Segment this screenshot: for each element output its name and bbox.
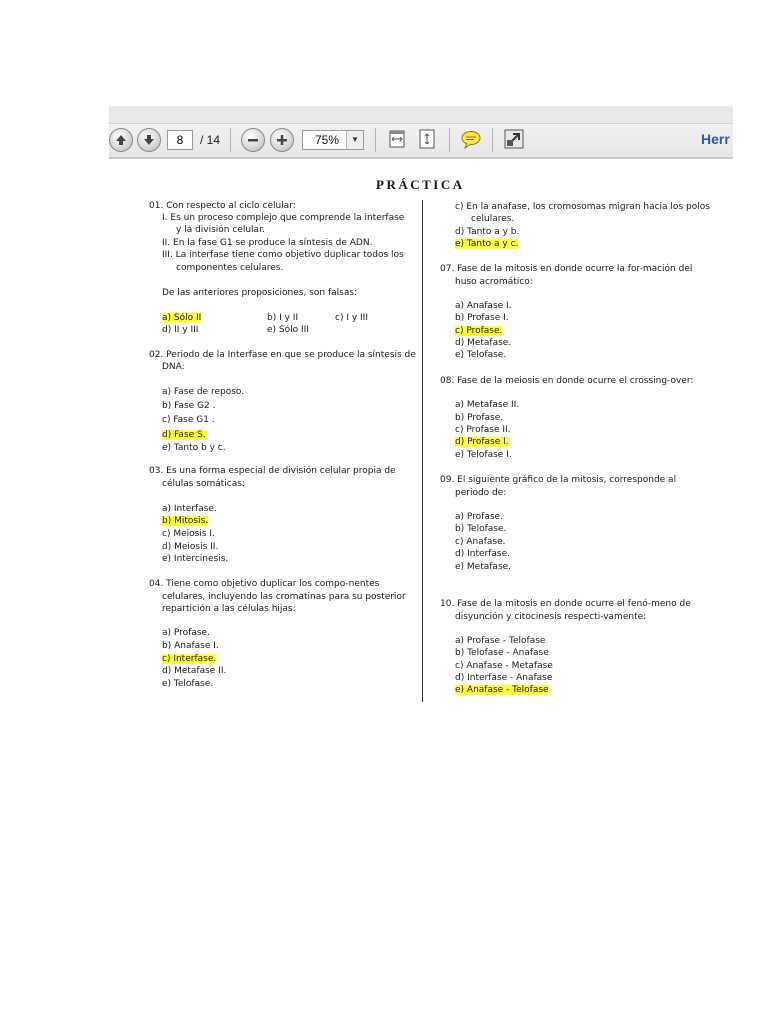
zoom-value: 75% bbox=[315, 133, 340, 147]
line-text: e) Intercinesis. bbox=[162, 554, 229, 564]
highlighted-answer: b) Mitosis. bbox=[162, 516, 209, 526]
document-line bbox=[335, 312, 368, 324]
line-text: III. La interfase tiene como objetivo duplicar todos los bbox=[162, 250, 404, 260]
line-text: c) Fase G1 . bbox=[162, 415, 215, 425]
toolbar-separator bbox=[375, 128, 376, 152]
line-text: b) I y II bbox=[267, 313, 299, 323]
document-line bbox=[455, 337, 511, 349]
document-line bbox=[162, 640, 219, 652]
document-line bbox=[455, 201, 710, 213]
document-line bbox=[455, 436, 509, 448]
document-line bbox=[440, 474, 676, 486]
document-line bbox=[162, 249, 404, 261]
document-line bbox=[162, 400, 215, 412]
document-line bbox=[162, 237, 372, 249]
line-text: d) Meiosis II. bbox=[162, 542, 219, 552]
expand-icon[interactable] bbox=[503, 128, 523, 150]
chevron-down-icon[interactable]: ▼ bbox=[346, 131, 363, 149]
highlighted-answer: d) Fase S. bbox=[162, 430, 206, 440]
line-text: d) Interfase. bbox=[455, 549, 510, 559]
line-text: células somáticas: bbox=[162, 479, 245, 489]
document-line bbox=[162, 478, 245, 490]
line-text: a) Profase - Telofase bbox=[455, 636, 546, 646]
document-line bbox=[455, 684, 549, 696]
line-text: DNA: bbox=[162, 362, 185, 372]
highlighted-answer: a) Sólo II bbox=[162, 313, 202, 323]
document-line bbox=[455, 412, 503, 424]
line-text: 07. Fase de la mitosis en donde ocurre la for-mación del bbox=[440, 264, 693, 274]
document-line bbox=[162, 442, 226, 454]
page-total: / 14 bbox=[200, 133, 221, 147]
line-text: 08. Fase de la meiosis en donde ocurre el crossing-over: bbox=[440, 376, 694, 386]
line-text: c) Profase II. bbox=[455, 425, 511, 435]
document-line bbox=[267, 312, 298, 324]
document-line bbox=[162, 361, 185, 373]
line-text: c) I y III bbox=[335, 313, 368, 323]
line-text: 09. El siguiente gráfico de la mitosis, corresponde al bbox=[440, 475, 677, 485]
line-text: b) Anafase I. bbox=[162, 641, 219, 651]
next-page-icon[interactable] bbox=[137, 128, 161, 152]
document-line bbox=[440, 375, 693, 387]
document-line bbox=[455, 449, 512, 461]
document-line bbox=[455, 672, 552, 684]
line-text: I. Es un proceso complejo que comprende la interfase bbox=[162, 213, 405, 223]
document-line bbox=[455, 511, 503, 523]
line-text: e) Telofase. bbox=[455, 350, 507, 360]
line-text: celulares, incluyendo las cromatinas para su posterior bbox=[162, 592, 406, 602]
document-line bbox=[176, 262, 283, 274]
line-text: e) Tanto b y c. bbox=[162, 443, 226, 453]
document-line bbox=[455, 276, 533, 288]
document-line bbox=[455, 312, 509, 324]
line-text: c) Anafase. bbox=[455, 537, 506, 547]
document-line bbox=[162, 591, 406, 603]
document-line bbox=[455, 561, 511, 573]
document-line bbox=[162, 541, 218, 553]
document-line bbox=[267, 324, 309, 336]
highlighted-answer: c) Interfase. bbox=[162, 654, 217, 664]
line-text: b) Telofase - Anafase bbox=[455, 648, 549, 658]
line-text: a) Interfase. bbox=[162, 504, 217, 514]
line-text: componentes celulares. bbox=[176, 263, 284, 273]
document-line bbox=[162, 324, 198, 336]
document-line bbox=[162, 386, 244, 398]
document-line bbox=[471, 213, 514, 225]
line-text: e) Sólo III bbox=[267, 325, 309, 335]
document-line bbox=[149, 465, 396, 477]
line-text: c) Meiosis I. bbox=[162, 529, 215, 539]
document-line bbox=[162, 528, 215, 540]
line-text: II. En la fase G1 se produce la síntesis de ADN. bbox=[162, 238, 373, 248]
line-text: a) Profase. bbox=[455, 512, 503, 522]
highlighted-answer: d) Profase I. bbox=[455, 437, 509, 447]
pdf-toolbar bbox=[109, 106, 733, 159]
document-line bbox=[162, 503, 217, 515]
document-line bbox=[440, 263, 692, 275]
line-text: repartición a las células hijas: bbox=[162, 604, 296, 614]
document-line bbox=[455, 611, 646, 623]
document-line bbox=[162, 603, 296, 615]
fit-page-icon[interactable] bbox=[417, 128, 437, 150]
line-text: a) Anafase I. bbox=[455, 301, 512, 311]
line-text: 02. Periodo de la Interfase en que se produce la síntesis de bbox=[149, 350, 416, 360]
document-line bbox=[455, 660, 553, 672]
line-text: disyunción y citocinesis respecti-vamente: bbox=[455, 612, 647, 622]
highlighted-answer: c) Profase. bbox=[455, 326, 503, 336]
document-line bbox=[162, 212, 404, 224]
toolbar-top-strip bbox=[109, 106, 733, 124]
zoom-select[interactable] bbox=[302, 130, 364, 150]
comment-icon[interactable] bbox=[460, 128, 480, 150]
document-line bbox=[149, 349, 416, 361]
document-line bbox=[455, 399, 519, 411]
document-line bbox=[162, 678, 213, 690]
page-number-input[interactable]: 8 bbox=[167, 130, 193, 150]
document-line bbox=[162, 627, 210, 639]
line-text: 04. Tiene como objetivo duplicar los compo-nentes bbox=[149, 579, 380, 589]
tools-label[interactable]: Herr bbox=[701, 131, 730, 147]
line-text: d) II y III bbox=[162, 325, 199, 335]
line-text: 03. Es una forma especial de división celular propia de bbox=[149, 466, 396, 476]
line-text: d) Interfase - Anafase bbox=[455, 673, 553, 683]
line-text: b) Profase I. bbox=[455, 313, 509, 323]
zoom-out-icon[interactable] bbox=[241, 128, 265, 152]
line-text: e) Telofase. bbox=[162, 679, 214, 689]
document-line bbox=[455, 325, 502, 337]
zoom-in-icon[interactable] bbox=[270, 128, 294, 152]
highlighted-answer: e) Tanto a y c. bbox=[455, 239, 519, 249]
line-text: periodo de: bbox=[455, 488, 507, 498]
line-text: d) Metafase. bbox=[455, 338, 512, 348]
document-line bbox=[455, 349, 506, 361]
document-line bbox=[176, 224, 265, 236]
line-text: c) En la anafase, los cromosomas migran hacia los polos bbox=[455, 202, 710, 212]
document-line bbox=[162, 665, 226, 677]
document-line bbox=[149, 200, 296, 212]
document-line bbox=[455, 647, 549, 659]
toolbar-separator bbox=[449, 128, 450, 152]
line-text: De las anteriores proposiciones, son falsas: bbox=[162, 288, 358, 298]
line-text: b) Telofase. bbox=[455, 524, 507, 534]
document-line bbox=[440, 598, 691, 610]
document-line bbox=[162, 515, 208, 527]
toolbar-separator bbox=[230, 128, 231, 152]
highlighted-answer: e) Anafase - Telofase bbox=[455, 685, 549, 695]
line-text: e) Telofase I. bbox=[455, 450, 512, 460]
document-line bbox=[455, 635, 545, 647]
line-text: huso acromático: bbox=[455, 277, 533, 287]
line-text: c) Anafase - Metafase bbox=[455, 661, 553, 671]
document-line bbox=[455, 487, 506, 499]
document-line bbox=[162, 653, 216, 665]
line-text: celulares. bbox=[471, 214, 515, 224]
line-text: 01. Con respecto al ciclo celular: bbox=[149, 201, 296, 211]
column-divider bbox=[422, 200, 423, 702]
line-text: b) Profase. bbox=[455, 413, 504, 423]
document-line bbox=[162, 429, 206, 441]
line-text: 10. Fase de la mitosis en donde ocurre el fenó-meno de bbox=[440, 599, 691, 609]
line-text: d) Tanto a y b. bbox=[455, 227, 520, 237]
document-line bbox=[455, 226, 519, 238]
document-line bbox=[162, 553, 228, 565]
line-text: e) Metafase. bbox=[455, 562, 512, 572]
line-text: a) Metafase II. bbox=[455, 400, 520, 410]
toolbar-border bbox=[109, 157, 733, 159]
document-line bbox=[162, 287, 357, 299]
line-text: d) Metafase II. bbox=[162, 666, 227, 676]
prev-page-icon[interactable] bbox=[109, 128, 133, 152]
page-title: PRÁCTICA bbox=[376, 177, 465, 192]
line-text: y la división celular. bbox=[176, 225, 265, 235]
document-line bbox=[455, 300, 512, 312]
document-line bbox=[455, 424, 511, 436]
document-line bbox=[455, 536, 505, 548]
toolbar-separator bbox=[492, 128, 493, 152]
line-text: b) Fase G2 . bbox=[162, 401, 216, 411]
document-line bbox=[149, 578, 379, 590]
line-text: a) Fase de reposo. bbox=[162, 387, 245, 397]
document-line bbox=[455, 523, 506, 535]
document-line bbox=[455, 548, 510, 560]
line-text: a) Profase. bbox=[162, 628, 210, 638]
fit-width-icon[interactable] bbox=[387, 128, 407, 150]
document-line bbox=[162, 414, 215, 426]
document-line bbox=[162, 312, 201, 324]
document-line bbox=[455, 238, 518, 250]
